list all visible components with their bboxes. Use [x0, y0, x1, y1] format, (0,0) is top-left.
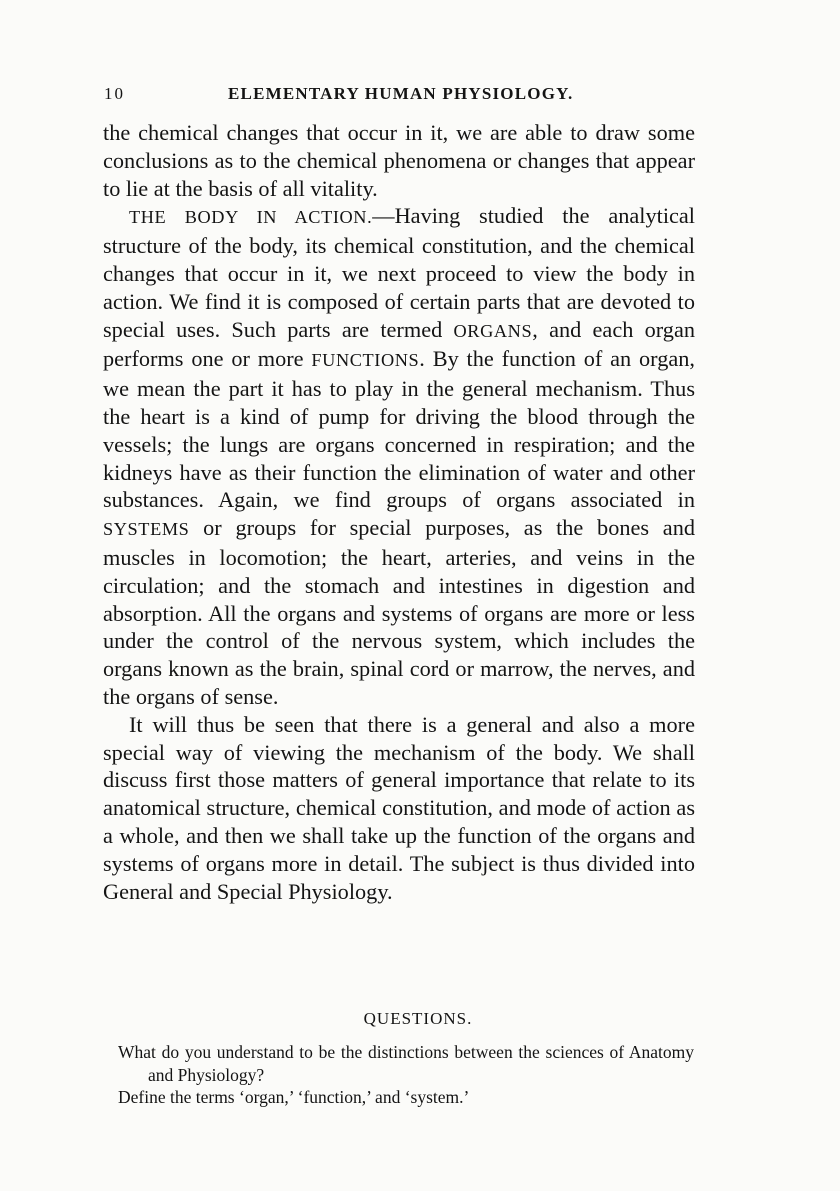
question-item: Define the terms ‘organ,’ ‘function,’ and ‘system.’ — [118, 1087, 470, 1108]
paragraph-text-part3: . By the function of an organ, we mean the part it has to play in the general mechanism. Thus the heart is a kind of pump for driving the blood through the vessels; the lungs are organs concerned in respiration; and the kidneys have as their function the elimination of water and other substances. Again, we find groups of organs associated in — [103, 346, 695, 513]
heading-dash: — — [372, 203, 395, 229]
question-item: What do you understand to be the distinctions between the sciences of Anatomy and Physiology? — [118, 1042, 694, 1085]
body-text — [103, 119, 695, 905]
section-heading-body-in-action: THE BODY IN ACTION. — [129, 207, 373, 228]
term-functions: FUNCTIONS — [311, 350, 420, 371]
paragraph-text-part1: Having studied the analytical structure of the body, its chemical constitution, and the chemical changes that occur in it, we next proceed to view the body in action. We find it is composed of certain parts that are devoted to special uses. Such parts are termed — [103, 203, 696, 342]
paragraph-body-in-action — [103, 202, 695, 710]
questions-section — [118, 1008, 694, 1109]
questions-heading: QUESTIONS. — [363, 1009, 473, 1028]
paragraph-general-special: It will thus be seen that there is a general and also a more special way of viewing the mechanism of the body. We shall discuss first those matters of general importance that relate to its anatomical structure, chemical constitution, and mode of action as a whole, and then we shall take up the function of the organs and systems of organs more in detail. The subject is thus divided into General and Special Physiology. — [103, 711, 695, 904]
running-head — [104, 84, 704, 108]
running-title: ELEMENTARY HUMAN PHYSIOLOGY. — [228, 84, 574, 103]
paragraph-text-part2: , and each organ performs one or more — [103, 316, 695, 372]
term-organs: ORGANS — [453, 320, 533, 341]
paragraph-text-part4: or groups for special purposes, as the bones and muscles in locomotion; the heart, arteries, and veins in the circulation; and the stomach and intestines in digestion and absorption. All the organs and systems of organs are more or less under the control of the nervous system, which includes the organs known as the brain, spinal cord or marrow, the nerves, and the organs of sense. — [103, 515, 695, 709]
term-systems: SYSTEMS — [103, 519, 190, 540]
page-number: 10 — [104, 84, 125, 103]
paragraph-continued: the chemical changes that occur in it, we are able to draw some conclusions as to the chemical phenomena or changes that appear to lie at the basis of all vitality. — [103, 120, 695, 201]
